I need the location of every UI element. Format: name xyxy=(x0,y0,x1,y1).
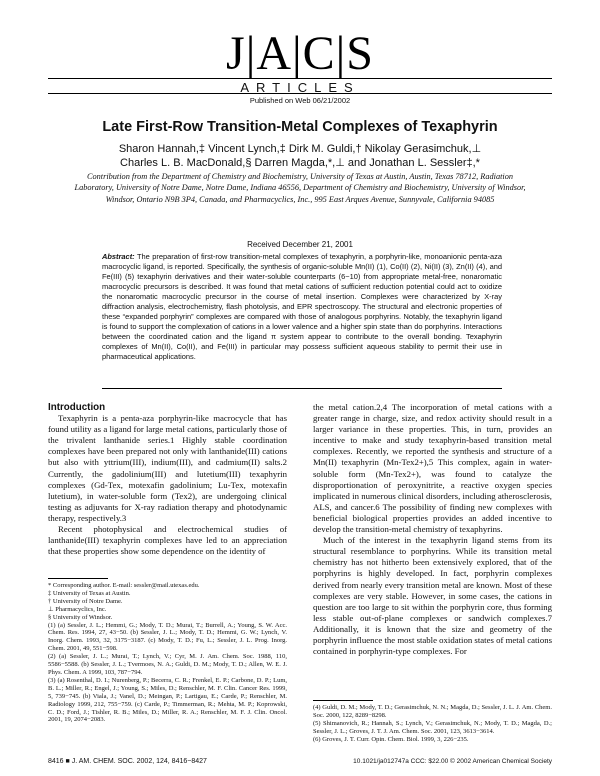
footnote: * Corresponding author. E-mail: sessler@mail.utexas.edu. xyxy=(48,582,200,589)
paragraph: the metal cation.2,4 The incorporation of metal cations with a greater range in charge, size, and redox activity should result in a larger variance in these properties. This, in turn, provides an incentive to make and study texaphyrin-based transition metal complexes. Recently, we reported the synthesis and structure of a Mn(II) texaphyrin (Mn-Tex2+),5 This complex, again in water-soluble form (Mn-Tex2+), was found to catalyze the disproportionation of peroxynitrite, a reactive oxygen species implicated in numerous clinical disorders, including atherosclerosis, ALS, and cancer.6 The possibility of finding new complexes with beneficial biological properties provides an added incentive to develop the transition-metal chemistry of texaphyrins. xyxy=(313,402,552,535)
right-column xyxy=(313,402,552,657)
paragraph: Texaphyrin is a penta-aza porphyrin-like macrocycle that has found utility as a ligand for large metal cations, particularly those of the trivalent lanthanide series.1 Highly stable coordination complexes have been prepared not only with lanthanide(III) cations but also with yttrium(III), indium(III), and cadmium(II) salts.2 Currently, the gadolinium(III) and lutetium(III) texaphyrin complexes (Gd-Tex, motexafin gadolinium; Lu-Tex, motexafin lutetium), in water-soluble form (Tex2), are undergoing clinical testing as adjuvants for X-ray radiation therapy and photodynamic therapy, respectively.3 xyxy=(48,413,287,523)
authors-line-1: Sharon Hannah,‡ Vincent Lynch,‡ Dirk M. Guldi,† Nikolay Gerasimchuk,⊥ xyxy=(118,143,482,155)
footnote: (2) (a) Sessler, J. L.; Murai, T.; Lynch, V.; Cyr, M. J. Am. Chem. Soc. 1988, 110, 5586−5588. (b) Sessler, J. L.; Tvermoes, N. A.; Guldi, D. M.; Mody, T. D.; Allen, W. E. J. Phys. Chem. A 1999, 103, 787−794. xyxy=(48,653,287,676)
page-footer-doi: 10.1021/ja012747a CCC: $22.00 © 2002 American Chemical Society xyxy=(353,758,552,765)
article-title: Late First-Row Transition-Metal Complexes of Texaphyrin xyxy=(102,119,498,135)
footnote: (1) (a) Sessler, J. L.; Hemmi, G.; Mody, T. D.; Murai, T.; Burrell, A.; Young, S. W. Acc. Chem. Res. 1994, 27, 43−50. (b) Sessler, J. L.; Mody, T. D.; Hemmi, G. W.; Lynch, V. Inorg. Chem. 1993, 32, 3175−3187. (c) Mody, T. D.; Fu, L.; Sessler, J. L. Prog. Inorg. Chem. 2001, 49, 551−598. xyxy=(48,621,287,653)
abstract-text: The preparation of first-row transition-metal complexes of texaphyrin, a porphyrin-like, monoanionic penta-aza macrocyclic ligand, is reported. Specifically, the synthesis of organic-soluble Mn(II) (1), Co(II) (2), Ni(II) (3), Zn(II) (4), and Fe(III) (5) texaphyrin derivatives and their water-soluble counterparts (6−10) from appropriate metal-free, nonaromatic macrocyclic precursors is described. It was found that metal cations of sufficient reduction potential could act to oxidize the nonaromatic macrocyclic precursor in the course of metal insertion. Complexes were characterized by X-ray diffraction analysis, electrochemistry, flash photolysis, and EPR spectroscopy. The structural and electronic properties of these “expanded porphyrin” complexes are compared with those of analogous porphyrins. Notably, the texaphyrin ligand is found to support the complexation of cations in a lower valence and a higher spin state than do porphyrins. Interactions between the coordinated cation and the ligand π system appear to contribute to the overall bonding. Texaphyrin complexes of Mn(II), Co(II), and Fe(III) in particular may possess sufficient aqueous stability to permit their use in pharmaceutical applications. xyxy=(102,252,502,362)
journal-logo: J|A|C|S xyxy=(226,27,374,80)
footnote: (3) (a) Rosenthal, D. I.; Nurenberg, P.; Becerra, C. R.; Frenkel, E. P.; Carbone, D. P.; Lum, B. L.; Miller, R.; Engel, J.; Young, S.; Miles, D.; Renschler, M. F. Clin. Cancer Res. 1999, 5, 739−745. (b) Viala, J.; Vanel, D.; Meingan, P.; Lartigau, E.; Carde, P.; Renschler, M. Radiology 1999, 212, 755−759. (c) Carde, P.; Timmerman, R.; Mehta, M. P.; Koprowski, C. D.; Ford, J.; Tishler, R. B.; Miles, D.; Miller, R. A.; Renschler, M. F. J. Clin. Oncol. 2001, 19, 2074−2083. xyxy=(48,676,287,724)
author-list xyxy=(60,142,540,170)
footnote: (6) Groves, J. T. Curr. Opin. Chem. Biol. 1999, 3, 226−235. xyxy=(313,735,469,743)
page-footer-citation: 8416 ■ J. AM. CHEM. SOC. 2002, 124, 8416−8427 xyxy=(48,758,207,765)
section-heading-introduction: Introduction xyxy=(48,402,106,413)
footnote: ‡ University of Texas at Austin. xyxy=(48,589,131,597)
left-column xyxy=(48,402,287,557)
abstract-label: Abstract: xyxy=(102,252,135,261)
published-date: Published on Web 06/21/2002 xyxy=(249,96,351,105)
section-label: ARTICLES xyxy=(240,80,360,95)
abstract-rule xyxy=(102,388,502,389)
footnotes-left xyxy=(48,582,287,724)
footnote: § University of Windsor. xyxy=(48,613,113,621)
affiliations: Contribution from the Department of Chemistry and Biochemistry, University of Texas at Austin, Austin, Texas 78712, Radiation Laboratory, University of Notre Dame, Notre Dame, Indiana 46556, Department of Chemistry and Biochemistry, University of Windsor, Windsor, Ontario N9B 3P4, Canada, and Pharmacyclics, Inc., 995 East Arques Avenue, Sunnyvale, California 94085 xyxy=(74,172,526,204)
paragraph: Recent photophysical and electrochemical studies of lanthanide(III) texaphyrin complexes have led to an appreciation that these properties show some dependence on the identity of xyxy=(48,524,287,557)
footnote-rule-right xyxy=(313,700,373,701)
footnote: † University of Notre Dame. xyxy=(48,597,123,605)
received-date: Received December 21, 2001 xyxy=(247,240,353,249)
header-rule xyxy=(48,78,552,79)
footnote: (4) Guldi, D. M.; Mody, T. D.; Gerasimchuk, N. N.; Magda, D.; Sessler, J. L. J. Am. Chem. Soc. 2000, 122, 8289−8298. xyxy=(313,704,552,719)
footnote: (5) Shimanovich, R.; Hannah, S.; Lynch, V.; Gerasimchuk, N.; Mody, T. D.; Magda, D.; Sessler, J. L.; Groves, J. T. J. Am. Chem. Soc. 2001, 123, 3613−3614. xyxy=(313,719,552,735)
paragraph: Much of the interest in the texaphyrin ligand stems from its structural resemblance to porphyrins. While its transition metal chemistry has not hitherto been extensively explored, that of the porphyrins is highly developed. In fact, porphyrin complexes derived from nearly every transition metal are known. Most of these complexes are very stable. However, in some cases, the cations in question are too large to sit within the porphyrin core, thus forming less stable out-of-plane complexes or sandwich complexes.7 Additionally, it is known that the size and geometry of the porphyrin influence the most stable oxidation states of metal cations contained in porphyrin-type complexes. For xyxy=(313,535,552,657)
abstract xyxy=(102,252,502,363)
footnote: ⊥ Pharmacyclics, Inc. xyxy=(48,605,107,613)
footnotes-right xyxy=(313,704,552,744)
header-rule-lower xyxy=(48,93,552,94)
authors-line-2: Charles L. B. MacDonald,§ Darren Magda,*,⊥ and Jonathan L. Sessler‡,* xyxy=(120,157,480,169)
footnote-rule xyxy=(48,578,108,579)
